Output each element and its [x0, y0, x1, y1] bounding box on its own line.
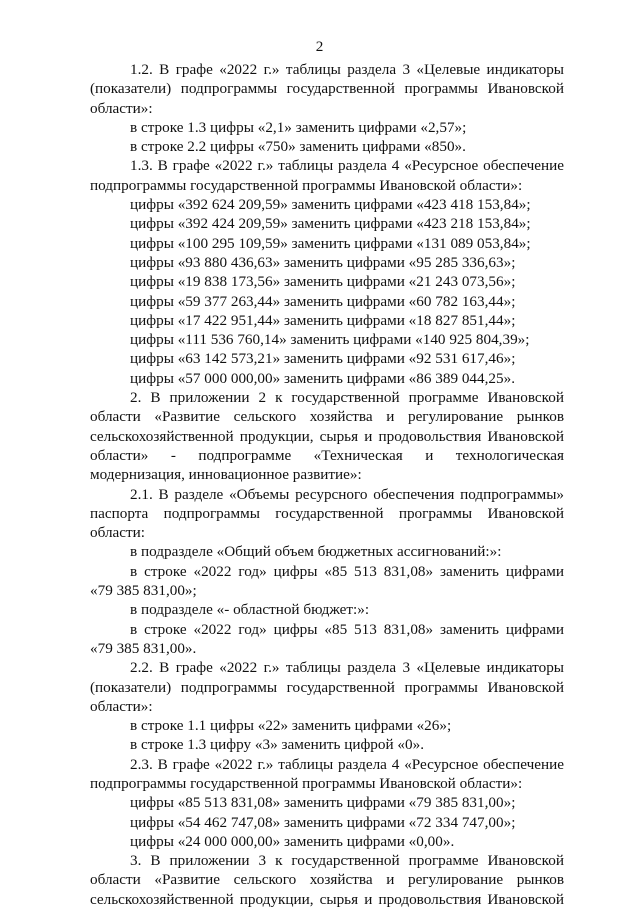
text-line: в подразделе «- областной бюджет:»:	[130, 601, 370, 619]
text-line: цифры «85 513 831,08» заменить цифрами «79 385 831,00»;	[130, 794, 516, 812]
page-number: 2	[315, 38, 324, 55]
text-line: сельскохозяйственной продукции, сырья и продовольствия Ивановской	[90, 890, 564, 908]
text-line: паспорта подпрограммы государственной программы Ивановской	[90, 504, 564, 522]
text-line: модернизация, инновационное развитие»:	[90, 466, 362, 484]
text-line: цифры «17 422 951,44» заменить цифрами «18 827 851,44»;	[130, 311, 516, 329]
text-line: цифры «392 624 209,59» заменить цифрами «423 418 153,84»;	[130, 196, 531, 214]
text-line: области»:	[90, 697, 153, 715]
text-line: цифры «100 295 109,59» заменить цифрами «131 089 053,84»;	[130, 234, 531, 252]
text-line: цифры «392 424 209,59» заменить цифрами «423 218 153,84»;	[130, 215, 531, 233]
text-line: цифры «54 462 747,08» заменить цифрами «72 334 747,00»;	[130, 813, 516, 831]
text-line: в строке 1.1 цифры «22» заменить цифрами «26»;	[130, 717, 452, 735]
text-line: области»:	[90, 99, 153, 117]
text-line: (показатели) подпрограммы государственной программы Ивановской	[90, 678, 564, 696]
text-line: в строке 1.3 цифры «2,1» заменить цифрами «2,57»;	[130, 118, 467, 136]
text-line: в строке 2.2 цифры «750» заменить цифрами «850».	[130, 138, 466, 156]
text-line: 2.1. В разделе «Объемы ресурсного обеспечения подпрограммы»	[130, 485, 564, 503]
text-line: «79 385 831,00».	[90, 639, 197, 657]
text-line: в строке «2022 год» цифры «85 513 831,08» заменить цифрами	[130, 562, 564, 580]
text-line: цифры «63 142 573,21» заменить цифрами «92 531 617,46»;	[130, 350, 516, 368]
text-line: подпрограммы государственной программы Ивановской области»:	[90, 774, 523, 792]
text-line: области:	[90, 524, 145, 542]
text-line: 1.2. В графе «2022 г.» таблицы раздела 3 «Целевые индикаторы	[130, 61, 564, 78]
text-line: 2.3. В графе «2022 г.» таблицы раздела 4 «Ресурсное обеспечение	[130, 755, 564, 773]
text-line: 2.2. В графе «2022 г.» таблицы раздела 3 «Целевые индикаторы	[130, 659, 564, 677]
text-line: области» - подпрограмме «Техническая и технологическая	[90, 446, 564, 464]
document-body	[90, 60, 564, 909]
text-line: области «Развитие сельского хозяйства и регулирование рынков	[90, 871, 564, 889]
text-line: «79 385 831,00»;	[90, 582, 197, 600]
text-line: цифры «19 838 173,56» заменить цифрами «21 243 073,56»;	[130, 273, 516, 291]
text-line: подпрограммы государственной программы Ивановской области»:	[90, 176, 523, 194]
text-line: в строке 1.3 цифру «3» заменить цифрой «0».	[130, 736, 424, 754]
text-line: в строке «2022 год» цифры «85 513 831,08» заменить цифрами	[130, 620, 564, 638]
text-line: сельскохозяйственной продукции, сырья и продовольствия Ивановской	[90, 427, 564, 445]
text-line: цифры «93 880 436,63» заменить цифрами «95 285 336,63»;	[130, 253, 516, 271]
text-line: 3. В приложении 3 к государственной программе Ивановской	[130, 852, 564, 870]
text-line: (показатели) подпрограммы государственной программы Ивановской	[90, 80, 564, 98]
text-line: в подразделе «Общий объем бюджетных ассигнований:»:	[130, 543, 502, 561]
text-line: цифры «59 377 263,44» заменить цифрами «60 782 163,44»;	[130, 292, 516, 310]
text-line: области «Развитие сельского хозяйства и регулирование рынков	[90, 408, 564, 426]
text-line: 1.3. В графе «2022 г.» таблицы раздела 4 «Ресурсное обеспечение	[130, 157, 564, 175]
text-line: цифры «24 000 000,00» заменить цифрами «0,00».	[130, 832, 455, 850]
text-line: цифры «57 000 000,00» заменить цифрами «86 389 044,25».	[130, 369, 515, 387]
text-line: 2. В приложении 2 к государственной программе Ивановской	[130, 389, 564, 407]
text-line: цифры «111 536 760,14» заменить цифрами «140 925 804,39»;	[130, 331, 530, 349]
